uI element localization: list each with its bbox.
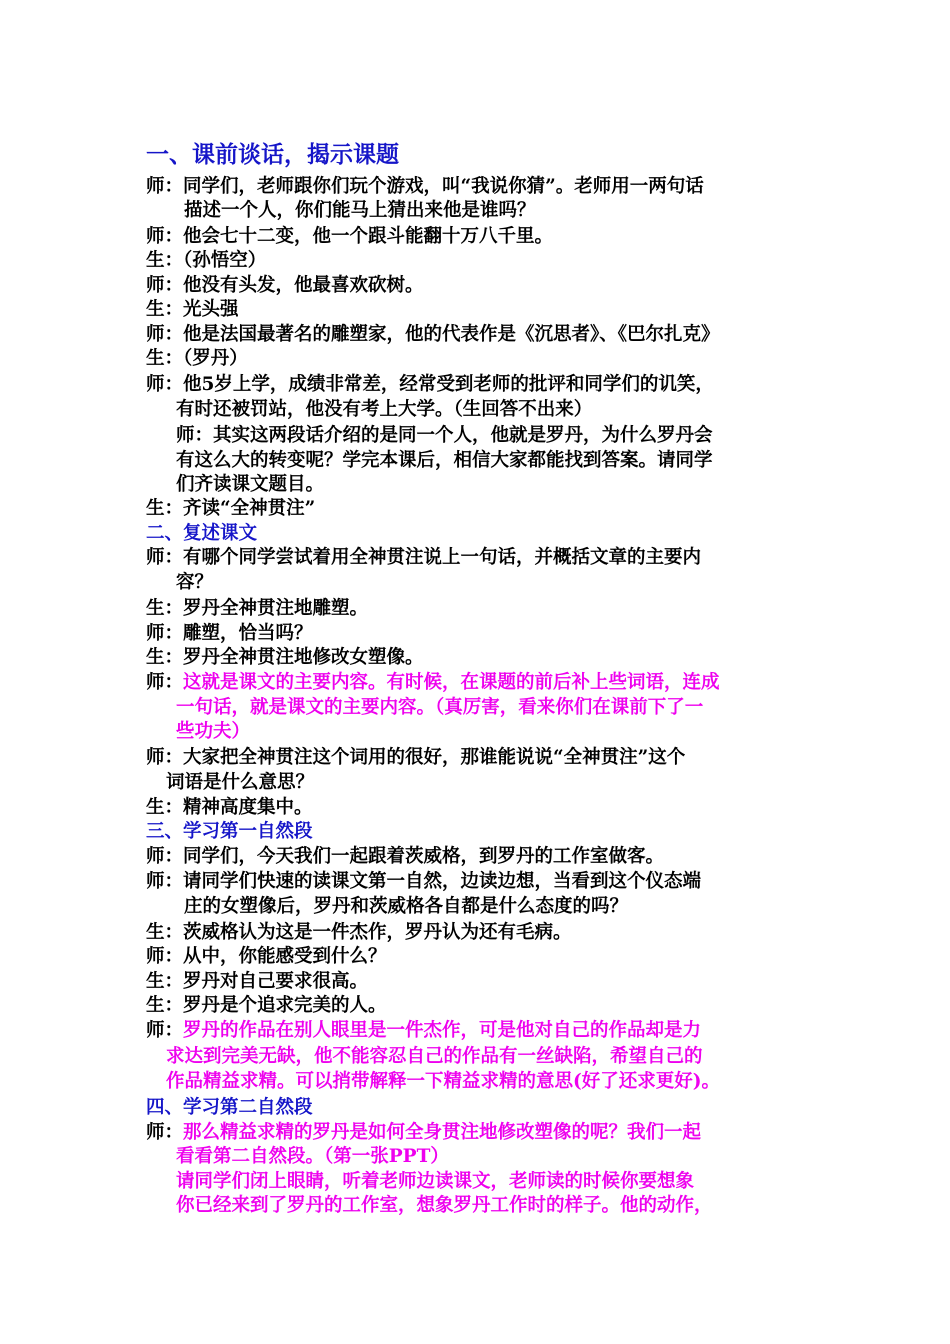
- line-42: 你已经来到了罗丹的工作室，想象罗丹工作时的样子。他的动作，: [176, 1195, 713, 1216]
- line-31: 生：茨威格认为这是一件杰作，罗丹认为还有毛病。: [146, 922, 572, 943]
- line-5: 师：他没有头发，他最喜欢砍树。: [146, 275, 424, 296]
- line-4: 生：（孙悟空）: [146, 250, 267, 271]
- line-41: 请同学们闭上眼睛，听着老师边读课文，老师读的时候你要想象: [176, 1171, 695, 1192]
- line-40: 看看第二自然段。（第一张PPT）: [176, 1146, 449, 1167]
- line-11: 师：其实这两段话介绍的是同一个人，他就是罗丹，为什么罗丹会: [176, 425, 713, 446]
- line-14: 生：齐读“全神贯注”: [146, 498, 316, 519]
- line-34: 生：罗丹是个追求完美的人。: [146, 995, 387, 1016]
- line-7: 师：他是法国最著名的雕塑家，他的代表作是《沉思者》、《巴尔扎克》: [146, 324, 720, 345]
- line-28: 师：同学们，今天我们一起跟着茨威格，到罗丹的工作室做客。: [146, 846, 665, 867]
- line-18: 生：罗丹全神贯注地雕塑。: [146, 598, 369, 619]
- line-22: 一句话，就是课文的主要内容。（真厉害，看来你们在课前下了一: [176, 697, 704, 718]
- line-35: 师：罗丹的作品在别人眼里是一件杰作，可是他对自己的作品却是力: [146, 1020, 702, 1041]
- line-29: 师：请同学们快速的读课文第一自然，边读边想，当看到这个仪态端: [146, 871, 702, 892]
- line-23: 些功夫）: [176, 721, 251, 742]
- section-heading-retell: 二、复述课文: [146, 523, 258, 544]
- line-10: 有时还被罚站，他没有考上大学。（生回答不出来）: [176, 399, 593, 420]
- line-30: 庄的女塑像后，罗丹和茨威格各自都是什么态度的吗？: [184, 896, 629, 917]
- line-37: 作品精益求精。可以捎带解释一下精益求精的意思(好了还求更好)。: [166, 1071, 721, 1092]
- heading-intro: 一、课前谈话，揭示课题: [146, 141, 399, 168]
- line-9: 师：他5岁上学，成绩非常差，经常受到老师的批评和同学们的讥笑，: [146, 374, 714, 395]
- line-8: 生：（罗丹）: [146, 348, 248, 369]
- line-3: 师：他会七十二变，他一个跟斗能翻十万八千里。: [146, 226, 554, 247]
- line-21: 师：这就是课文的主要内容。有时候，在课题的前后补上些词语，连成: [146, 672, 720, 693]
- section-heading-para1: 三、学习第一自然段: [146, 821, 313, 842]
- line-6: 生：光头强: [146, 299, 239, 320]
- line-16: 师：有哪个同学尝试着用全神贯注说上一句话，并概括文章的主要内: [146, 547, 702, 568]
- line-39: 师：那么精益求精的罗丹是如何全身贯注地修改塑像的呢？我们一起: [146, 1122, 702, 1143]
- line-25: 词语是什么意思？: [166, 772, 315, 793]
- line-24: 师：大家把全神贯注这个词用的很好，那谁能说说“全神贯注”这个: [146, 747, 686, 768]
- line-2: 描述一个人，你们能马上猜出来他是谁吗？: [184, 200, 536, 221]
- line-12: 有这么大的转变呢？学完本课后，相信大家都能找到答案。请同学: [176, 450, 713, 471]
- line-19: 师：雕塑，恰当吗？: [146, 623, 313, 644]
- section-heading-para2: 四、学习第二自然段: [146, 1097, 313, 1118]
- line-32: 师：从中，你能感受到什么？: [146, 946, 387, 967]
- line-17: 容？: [176, 572, 214, 593]
- line-33: 生：罗丹对自己要求很高。: [146, 971, 369, 992]
- line-26: 生：精神高度集中。: [146, 797, 313, 818]
- line-36: 求达到完美无缺，他不能容忍自己的作品有一丝缺陷，希望自己的: [166, 1046, 703, 1067]
- line-13: 们齐读课文题目。: [176, 474, 325, 495]
- line-1: 师：同学们，老师跟你们玩个游戏，叫“我说你猜”。老师用一两句话: [146, 176, 704, 197]
- line-20: 生：罗丹全神贯注地修改女塑像。: [146, 647, 424, 668]
